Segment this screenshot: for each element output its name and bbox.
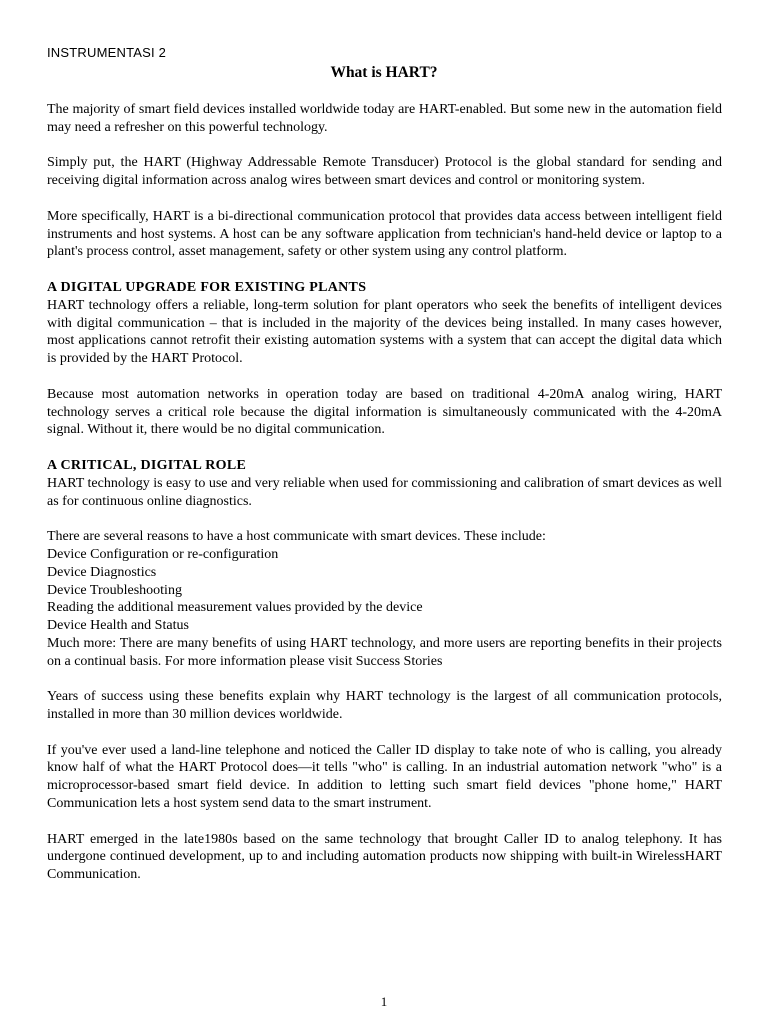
section-heading-digital-upgrade: A DIGITAL UPGRADE FOR EXISTING PLANTS: [47, 279, 367, 295]
page-number: 1: [380, 994, 388, 1009]
intro-paragraph-1: The majority of smart field devices installed worldwide today are HART-enabled. But some new in the automation field may need a refresher on this powerful technology.: [47, 102, 722, 135]
list-item: Reading the additional measurement values provided by the device: [47, 600, 423, 616]
document-body: [47, 101, 722, 902]
intro-paragraph-2: Simply put, the HART (Highway Addressable Remote Transducer) Protocol is the global standard for sending and receiving digital information across analog wires between smart devices and control or monitoring system.: [47, 155, 722, 189]
caller-id-paragraph: If you've ever used a land-line telephone and noticed the Caller ID display to take note of who is calling, you already know half of what the HART Protocol does—it tells "who" is calling. In an industrial automation network "who" is a microprocessor-based smart field device. In addition to letting such smart field devices "phone home," HART Communication lets a host system send data to the smart instrument.: [47, 742, 722, 812]
list-item: Device Configuration or re-configuration: [47, 546, 279, 562]
list-item: Device Health and Status: [47, 618, 189, 634]
section2-paragraph-1: HART technology is easy to use and very reliable when used for commissioning and calibration of smart devices as well as for continuous online diagnostics.: [47, 475, 723, 509]
much-more-paragraph: Much more: There are many benefits of using HART technology, and more users are reporting benefits in their projects on a continual basis. For more information please visit Success Stories: [47, 635, 722, 669]
emerged-paragraph: HART emerged in the late1980s based on the same technology that brought Caller ID to analog telephony. It has undergone continued development, up to and including automation products now shipping with built-in WirelessHART Communication.: [47, 831, 722, 883]
section1-paragraph-2: Because most automation networks in operation today are based on traditional 4-20mA analog wiring, HART technology serves a critical role because the digital information is simultaneously communicated with the 4-20mA signal. Without it, there would be no digital communication.: [47, 386, 722, 438]
list-intro: There are several reasons to have a host communicate with smart devices. These include:: [47, 529, 546, 545]
page-header: INSTRUMENTASI 2: [47, 45, 167, 60]
section1-paragraph-1: HART technology offers a reliable, long-term solution for plant operators who seek the benefits of intelligent devices with digital communication – that is included in the majority of the devices being installed. In many cases however, most applications cannot retrofit their existing automation systems with a system that can accept the digital data which is provided by the HART Protocol.: [47, 297, 722, 367]
section-heading-critical-role: A CRITICAL, DIGITAL ROLE: [47, 457, 247, 473]
list-item: Device Diagnostics: [47, 564, 157, 580]
reasons-list: [47, 546, 722, 635]
list-item: Device Troubleshooting: [47, 582, 182, 598]
intro-paragraph-3: More specifically, HART is a bi-directional communication protocol that provides data access between intelligent field instruments and host systems. A host can be any software application from technician's hand-held device or laptop to a plant's process control, asset management, safety or other system using any control platform.: [47, 208, 722, 260]
page-title: What is HART?: [330, 64, 438, 81]
years-paragraph: Years of success using these benefits explain why HART technology is the largest of all communication protocols, installed in more than 30 million devices worldwide.: [47, 689, 722, 723]
